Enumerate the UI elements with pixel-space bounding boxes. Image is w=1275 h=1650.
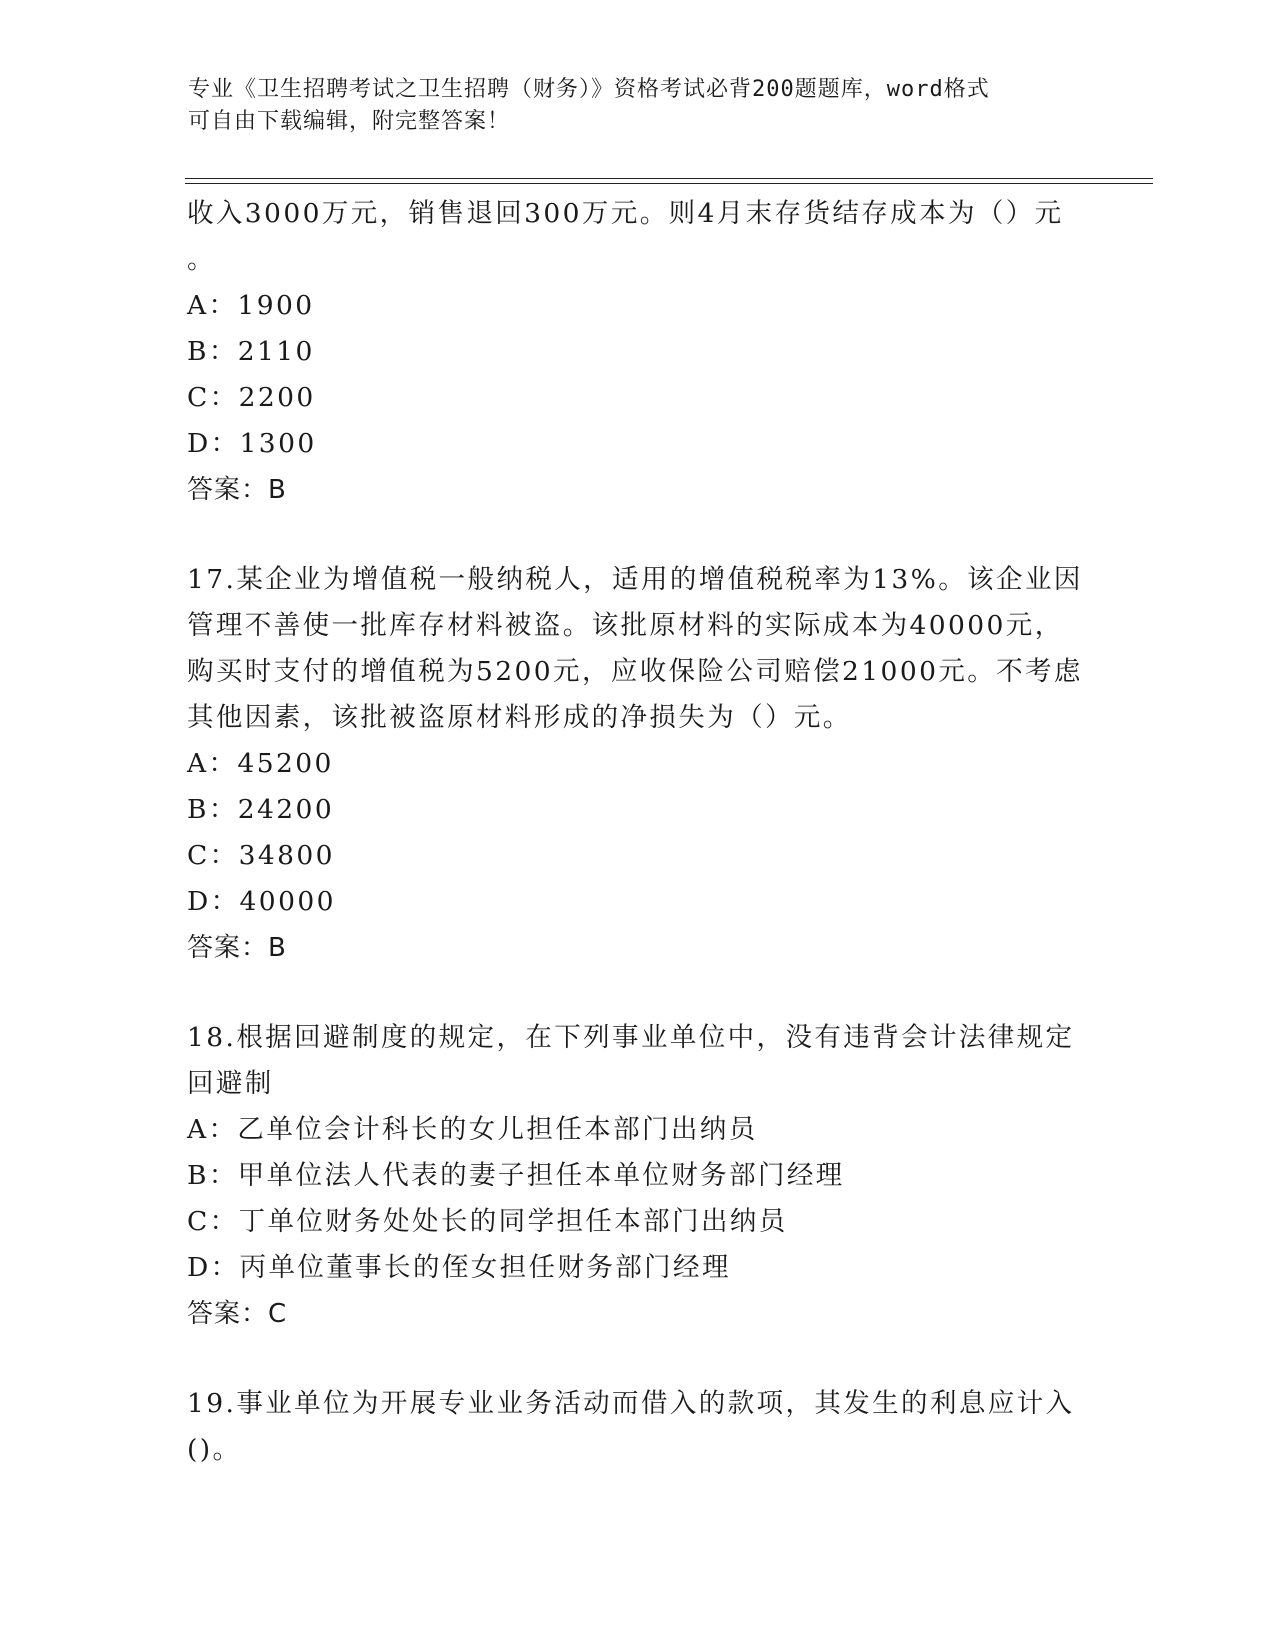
question-text-line: 收入3000万元，销售退回300万元。则4月末存货结存成本为（）元 [187,198,1064,229]
question-19 [187,1381,1087,1473]
document-body [187,191,1087,1473]
question-text-line: 管理不善使一批库存材料被盗。该批原材料的实际成本为40000元， [187,610,1064,641]
question-text-line: 。 [187,244,216,275]
question-16 [187,191,1087,513]
question-text-line: 回避制 [187,1068,274,1099]
document-header [188,74,1068,138]
answer-line: 答案：B [187,933,287,963]
option-d: D：丙单位董事长的侄女担任财务部门经理 [187,1252,731,1283]
header-divider-bottom [185,183,1153,184]
option-d: D：1300 [187,428,317,459]
option-a: A：45200 [187,748,334,779]
question-text-line: 其他因素，该批被盗原材料形成的净损失为（）元。 [187,702,852,733]
option-c: C：34800 [187,840,335,871]
option-b: B：2110 [187,336,315,367]
question-text-line: ()。 [187,1434,242,1465]
option-a: A：1900 [187,290,315,321]
question-18 [187,1015,1087,1337]
question-text-line: 购买时支付的增值税为5200元，应收保险公司赔偿21000元。不考虑 [187,656,1083,687]
question-17 [187,557,1087,971]
question-text-line: 17.某企业为增值税一般纳税人，适用的增值税税率为13%。该企业因 [187,564,1083,595]
question-text-line: 19.事业单位为开展专业业务活动而借入的款项，其发生的利息应计入 [187,1388,1075,1419]
option-b: B：甲单位法人代表的妻子担任本单位财务部门经理 [187,1160,845,1191]
header-line-2: 可自由下载编辑，附完整答案！ [188,109,511,134]
header-divider-top [185,178,1153,179]
answer-line: 答案：B [187,475,287,505]
option-a: A：乙单位会计科长的女儿担任本部门出纳员 [187,1114,758,1145]
answer-line: 答案：C [187,1299,288,1329]
option-c: C：丁单位财务处处长的同学担任本部门出纳员 [187,1206,788,1237]
option-c: C：2200 [187,382,316,413]
option-b: B：24200 [187,794,335,825]
option-d: D：40000 [187,886,336,917]
header-line-1: 专业《卫生招聘考试之卫生招聘（财务）》资格考试必背200题题库，word格式 [188,77,990,102]
question-text-line: 18.根据回避制度的规定，在下列事业单位中，没有违背会计法律规定 [187,1022,1075,1053]
